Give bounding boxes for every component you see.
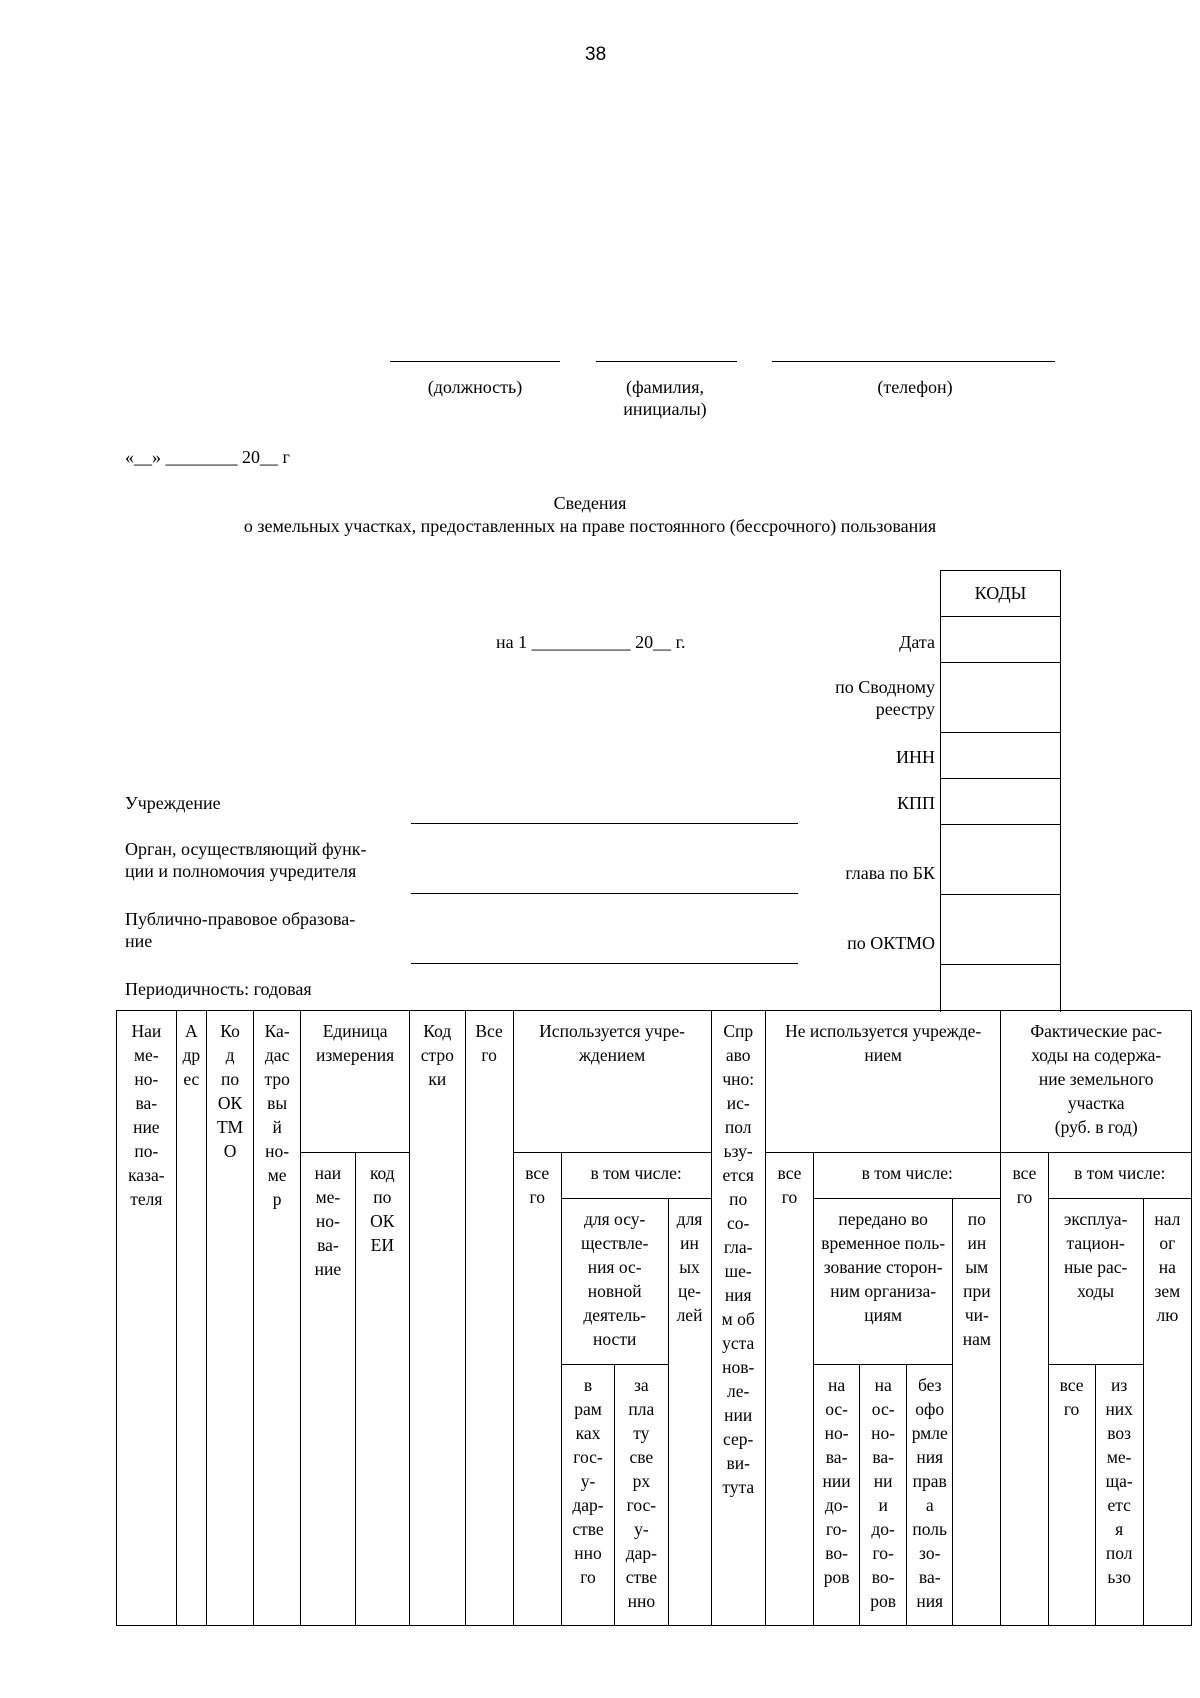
col-address: А др ес — [176, 1011, 206, 1626]
col-unit-code: код по ОК ЕИ — [355, 1153, 409, 1626]
code-cell-inn[interactable] — [941, 733, 1060, 779]
col-not-used: Не используется учрежде- нием — [765, 1011, 1001, 1153]
col-used-paid: за пла ту све рх гос- у- дар- стве нно — [615, 1365, 668, 1626]
code-label-date: Дата — [899, 632, 935, 652]
code-cell-kpp[interactable] — [941, 779, 1060, 825]
report-subtitle: о земельных участках, предоставленных на праве постоянного (бессрочного) пользования — [243, 516, 937, 536]
col-used-incl: в том числе: — [561, 1153, 711, 1199]
col-op-total: все го — [1048, 1365, 1095, 1626]
report-date-suffix: г. — [671, 632, 686, 652]
code-label-inn: ИНН — [896, 747, 935, 767]
col-land-tax: нал ог на зем лю — [1143, 1199, 1191, 1626]
code-label-registry: по Сводному реестру — [835, 677, 935, 719]
codes-box — [940, 570, 1061, 1012]
code-cell-registry[interactable] — [941, 663, 1060, 733]
col-row-code: Код стро ки — [410, 1011, 465, 1626]
report-date-year: __ — [653, 632, 672, 652]
col-used-gov: в рам ках гос- у- дар- стве нно го — [561, 1365, 614, 1626]
col-transferred: передано во временное поль- зование сторон- ним организа- циям — [814, 1199, 953, 1365]
col-used-main: для осу- ществле- ния ос- новной деятель- ности — [561, 1199, 668, 1365]
col-not-used-total: все го — [765, 1153, 813, 1626]
main-table — [116, 1010, 1192, 1626]
phone-line — [772, 361, 1055, 362]
col-without: без офо рмле ния прав а поль зо- ва- ния — [907, 1365, 953, 1626]
code-label-kpp: КПП — [896, 793, 935, 813]
code-cell-date[interactable] — [941, 617, 1060, 663]
municipality-label: Публично-правовое образова- ние — [125, 909, 356, 951]
periodicity-label: Периодичность: годовая — [125, 979, 312, 999]
col-used: Используется учре- ждением — [513, 1011, 711, 1153]
col-name: Наи ме- но- ва- ние по- каза- теля — [117, 1011, 177, 1626]
report-date-mid: 20 — [630, 632, 654, 652]
col-servitude: Спр аво чно: ис- пол ьзу- ется по со- гла- ше- ния м об уста нов- ле- нии сер- ви- тута — [711, 1011, 765, 1626]
institution-label: Учреждение — [125, 793, 221, 813]
position-line — [390, 361, 560, 362]
codes-header: КОДЫ — [941, 571, 1060, 617]
col-total: Все го — [465, 1011, 513, 1626]
col-expenses: Фактические рас- ходы на содержа- ние земельного участка (руб. в год) — [1001, 1011, 1192, 1153]
position-label: (должность) — [427, 377, 523, 397]
founder-field[interactable] — [411, 893, 798, 894]
col-by-contract: на ос- но- ва- ни и до- го- во- ров — [860, 1365, 907, 1626]
col-not-used-incl: в том числе: — [814, 1153, 1001, 1199]
col-used-other: для ин ых це- лей — [668, 1199, 711, 1626]
code-cell-oktmo[interactable] — [941, 895, 1060, 965]
phone-label: (телефон) — [877, 377, 953, 397]
col-exp-incl: в том числе: — [1048, 1153, 1191, 1199]
report-date-day: ___________ — [531, 632, 631, 652]
report-title: Сведения — [553, 493, 627, 513]
col-used-total: все го — [513, 1153, 561, 1626]
col-op-reimbursed: из них воз ме- ща- етс я пол ьзо — [1095, 1365, 1143, 1626]
col-unit-name: наи ме- но- ва- ние — [301, 1153, 355, 1626]
col-unit: Единица измерения — [301, 1011, 410, 1153]
col-oktmo: Ко д по ОК ТМ О — [207, 1011, 254, 1626]
name-label: (фамилия, инициалы) — [623, 377, 707, 419]
report-date — [496, 631, 796, 653]
code-cell-bk[interactable] — [941, 825, 1060, 895]
report-date-prefix: на 1 — [496, 632, 532, 652]
col-cadastral: Ка- дас тро вы й но- ме р — [254, 1011, 301, 1626]
page-number: 38 — [585, 44, 607, 65]
col-by-lease: на ос- но- ва- нии до- го- во- ров — [814, 1365, 860, 1626]
col-exp-total: все го — [1001, 1153, 1048, 1626]
founder-label: Орган, осуществляющий функ- ции и полномочия учредителя — [125, 839, 367, 881]
code-label-oktmo: по ОКТМО — [847, 933, 935, 953]
institution-field[interactable] — [411, 823, 798, 824]
date-line: «__» ________ 20__ г — [125, 447, 290, 467]
municipality-field[interactable] — [411, 963, 798, 964]
col-operational: эксплуа- тацион- ные рас- ходы — [1048, 1199, 1143, 1365]
name-line — [596, 361, 737, 362]
col-other-reasons: по ин ым при чи- нам — [953, 1199, 1001, 1626]
code-label-bk: глава по БК — [845, 863, 935, 883]
